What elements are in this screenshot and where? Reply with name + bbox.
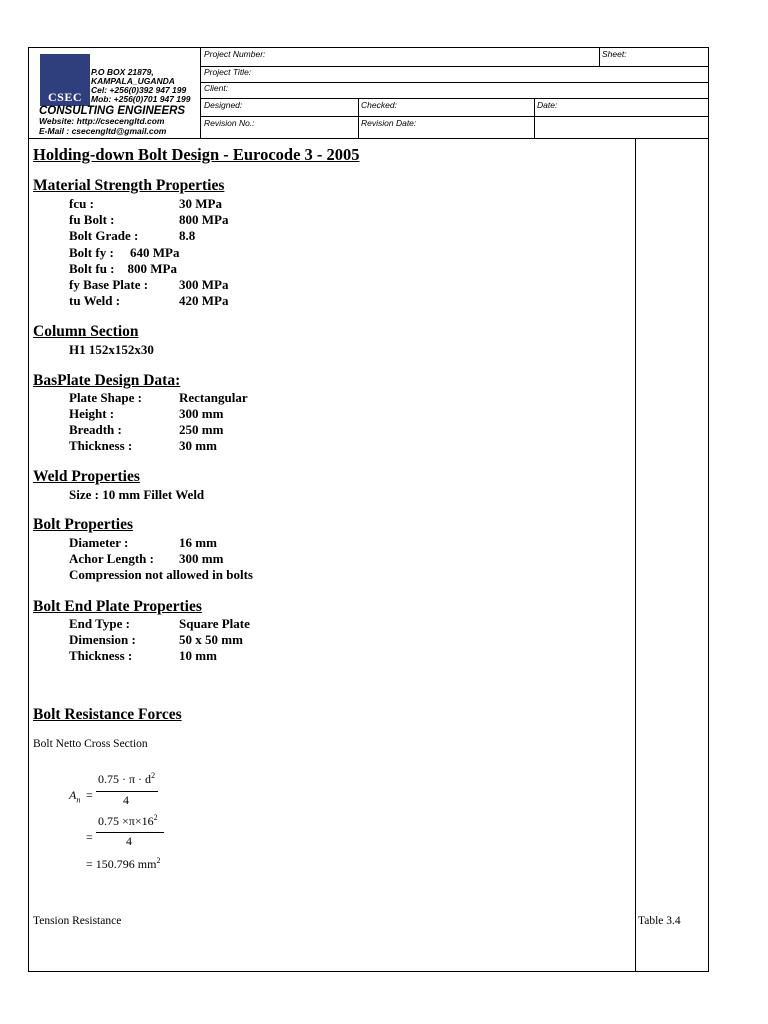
end-type-label: End Type : [69,616,130,631]
anchor-length-value: 300 mm [179,551,224,566]
bolt-heading: Bolt Properties [33,516,134,533]
company-contact [39,117,166,136]
sheet-label: Sheet: [602,49,627,59]
anchor-length-label: Achor Length : [69,551,154,566]
eq2-fraction-bar [96,832,164,833]
eq2-numerator: $0.75 \times\pi\times 16^2$ [98,813,158,828]
company-website: Website: http://csecengltd.com [39,116,165,126]
height-value: 300 mm [179,406,224,421]
checked-divider [358,99,359,139]
fy-base-plate-value: 300 MPa [179,277,229,292]
equals-sign-2: = [86,830,93,844]
company-email: E-Mail : csecengltd@gmail.com [39,125,167,136]
page-title: Holding-down Bolt Design - Eurocode 3 - 2005 [33,145,360,164]
diameter-value: 16 mm [179,535,217,550]
weld-heading: Weld Properties [33,468,140,485]
header-row-project-number [201,48,708,67]
plate-shape-value: Rectangular [179,390,248,405]
fcu-value: 30 MPa [179,196,222,211]
an-symbol: $A_n$ [69,788,81,805]
column-heading: Column Section [33,323,139,340]
bolt-grade-value: 8.8 [179,228,196,243]
designed-label: Designed: [204,100,243,110]
client-label: Client: [204,83,229,93]
header-row-client [201,83,708,99]
plate-shape-label: Plate Shape : [69,390,142,405]
sheet-divider [599,48,600,67]
breadth-label: Breadth : [69,422,122,437]
tension-resistance-label: Tension Resistance [33,915,122,927]
fu-bolt-value: 800 MPa [179,212,229,227]
company-address: P.O BOX 21879, KAMPALA_UGANDA Cel: +256(0)392 947 199 Mob: +256(0)701 947 199 [91,67,191,104]
diameter-label: Diameter : [69,535,129,550]
resistance-heading: Bolt Resistance Forces [33,706,182,723]
calculation-sheet [28,47,709,972]
material-heading: Material Strength Properties [33,177,225,194]
eq1-fraction-bar [96,791,158,792]
revision-date-label: Revision Date: [361,118,417,128]
company-name: CONSULTING ENGINEERS [39,105,186,117]
netto-section-label: Bolt Netto Cross Section [33,738,148,750]
header-row-designed [201,99,708,117]
column-section-value: H1 152x152x30 [69,342,154,357]
sheet-header [29,48,708,139]
dimension-value: 50 x 50 mm [179,632,243,647]
checked-label: Checked: [361,100,397,110]
weld-size: Size : 10 mm Fillet Weld [69,487,205,502]
height-label: Height : [69,406,115,421]
plate-thickness-label: Thickness : [69,438,133,453]
company-block [29,48,201,139]
eq1-numerator: $0.75 \cdot \pi \cdot d^2$ [98,771,156,786]
revision-no-label: Revision No.: [204,118,255,128]
project-number-label: Project Number: [204,49,266,59]
baseplate-heading: BasPlate Design Data: [33,372,181,389]
end-thickness-label: Thickness : [69,648,133,663]
header-row-project-title [201,67,708,83]
equals-sign: = [86,788,93,802]
area-result: = 150.796 $mm^2$ [86,856,161,871]
fy-base-plate-label: fy Base Plate : [69,277,149,292]
fu-bolt-label: fu Bolt : [69,212,115,227]
project-title-label: Project Title: [204,67,252,77]
dimension-label: Dimension : [69,632,136,647]
bolt-grade-label: Bolt Grade : [69,228,139,243]
date-label: Date: [537,100,558,110]
bolt-fy: Bolt fy : 640 MPa [69,245,180,260]
fcu-label: fcu : [69,196,94,211]
end-thickness-value: 10 mm [179,648,217,663]
logo-text: CSEC [47,90,82,104]
end-type-value: Square Plate [179,616,250,631]
plate-thickness-value: 30 mm [179,438,217,453]
breadth-value: 250 mm [179,422,224,437]
table-reference: Table 3.4 [638,915,681,927]
eq1-denominator: 4 [123,793,129,807]
end-plate-heading: Bolt End Plate Properties [33,598,202,615]
tu-weld-label: tu Weld : [69,293,121,308]
reference-column-divider [635,139,636,971]
date-divider [534,99,535,139]
tu-weld-value: 420 MPa [179,293,229,308]
bolt-fu: Bolt fu : 800 MPa [69,261,177,276]
eq2-denominator: 4 [126,834,132,848]
compression-note: Compression not allowed in bolts [69,567,253,582]
